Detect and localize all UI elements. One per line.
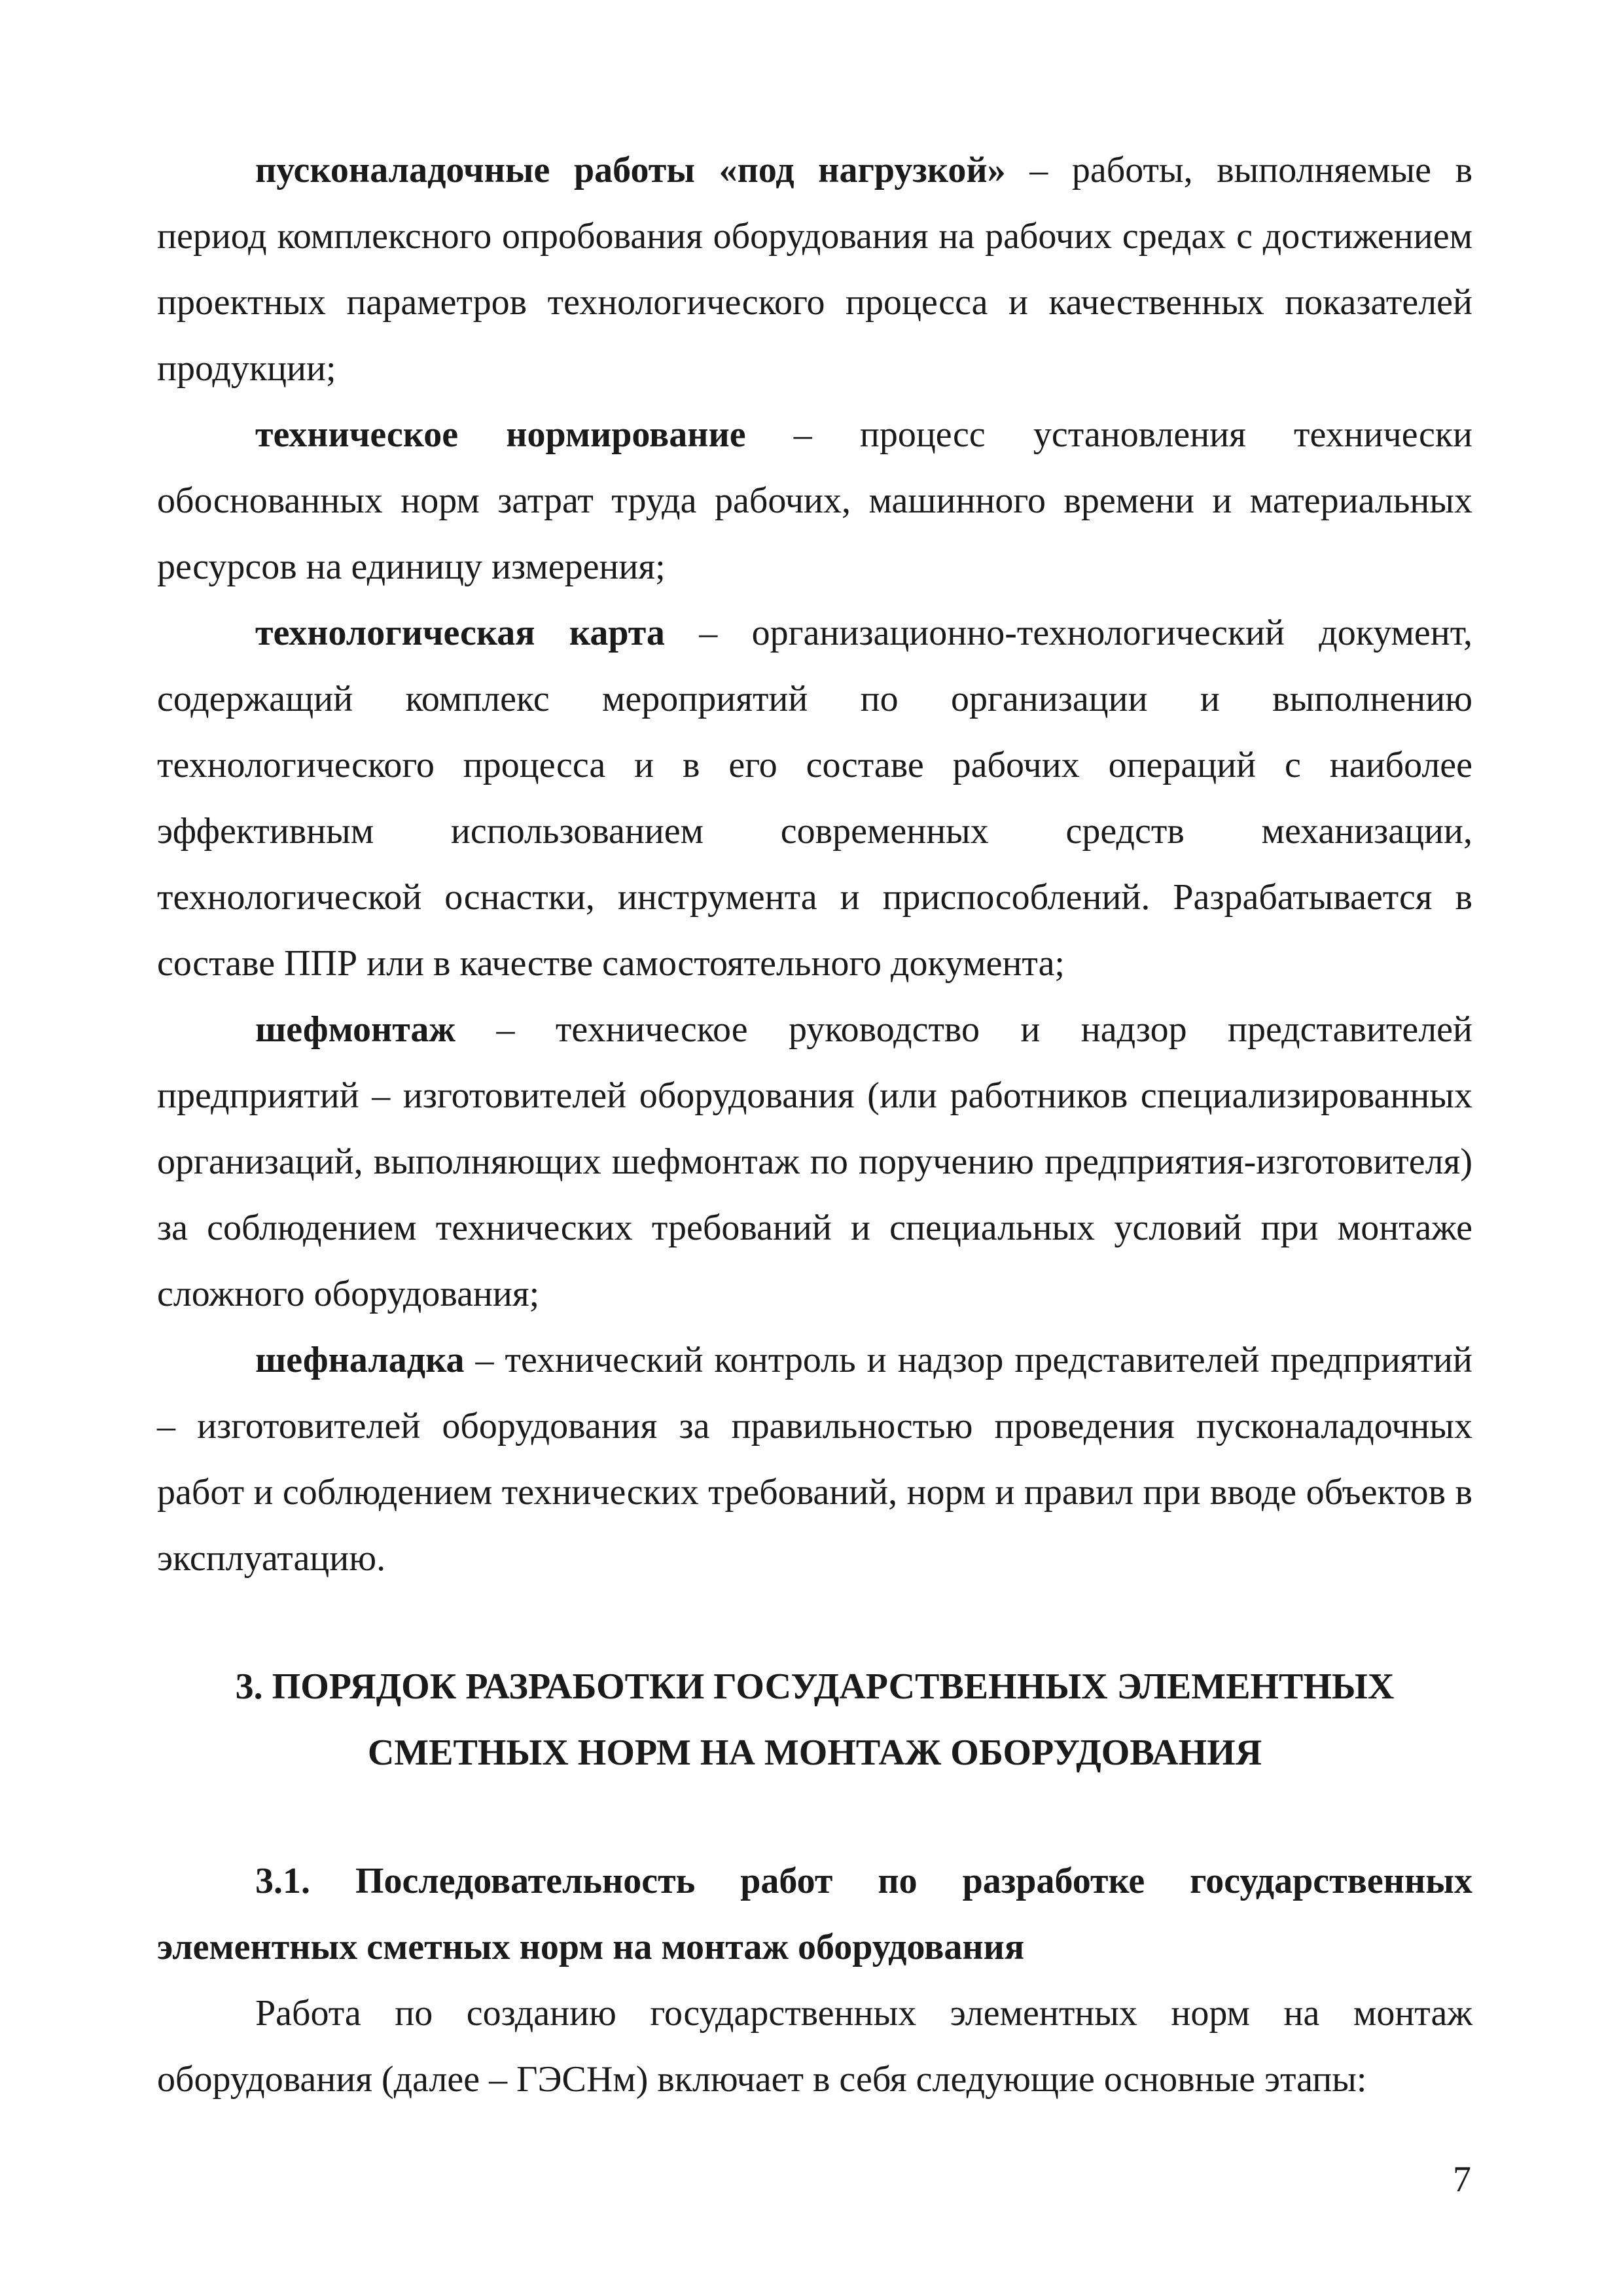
definition-term: пусконаладочные работы «под нагрузкой» — [255, 150, 1006, 190]
subsection-heading: 3.1. Последовательность работ по разработке государственных элементных сметных норм на монтаж оборудования — [157, 1861, 1472, 1967]
definition-term: технологическая карта — [255, 613, 665, 653]
subsection-body: Работа по созданию государственных элементных норм на монтаж оборудования (далее – ГЭСНм) включает в себя следующие основные этапы: — [157, 1993, 1472, 2100]
definition-paragraph — [157, 137, 1472, 402]
document-page — [157, 137, 1472, 2113]
definition-text: – технический контроль и надзор представителей предприятий – изготовителей оборудования за правильностью проведения пусконаладочных работ и соблюдением технических требований, норм и правил при вводе объектов в эксплуатацию. — [157, 1340, 1472, 1579]
definition-text: – процесс установления технически обоснованных норм затрат труда рабочих, машинного времени и материальных ресурсов на единицу измерения; — [157, 414, 1473, 587]
definition-term: шефмонтаж — [255, 1009, 456, 1050]
section-heading — [157, 1654, 1472, 1786]
definition-paragraph — [157, 997, 1472, 1327]
definition-text: – техническое руководство и надзор представителей предприятий – изготовителей оборудования (или работников специализированных организаций, выполняющих шефмонтаж по поручению предприятия-изготовителя) за соблюдением технических требований и специальных условий при монтаже сложного оборудования; — [157, 1009, 1472, 1314]
definition-paragraph — [157, 402, 1472, 600]
definition-term: шефналадка — [255, 1340, 465, 1380]
definition-term: техническое нормирование — [255, 414, 746, 455]
definition-text: – работы, выполняемые в период комплексного опробования оборудования на рабочих средах с достижением проектных параметров технологического процесса и качественных показателей продукции; — [157, 150, 1473, 389]
section-heading-line-2: СМЕТНЫХ НОРМ НА МОНТАЖ ОБОРУДОВАНИЯ — [367, 1732, 1262, 1773]
definition-text: – организационно-технологический документ, содержащий комплекс мероприятий по организации и выполнению технологического процесса и в его составе рабочих операций с наиболее эффективным использованием современных средств механизации, технологической оснастки, инструмента и приспособлений. Разрабатывается в составе ППР или в качестве самостоятельного документа; — [157, 613, 1472, 984]
definition-paragraph — [157, 600, 1472, 997]
page-number: 7 — [1453, 2159, 1471, 2200]
section-heading-line-1: 3. ПОРЯДОК РАЗРАБОТКИ ГОСУДАРСТВЕННЫХ ЭЛЕМЕНТНЫХ — [235, 1666, 1395, 1707]
definition-paragraph — [157, 1327, 1472, 1592]
